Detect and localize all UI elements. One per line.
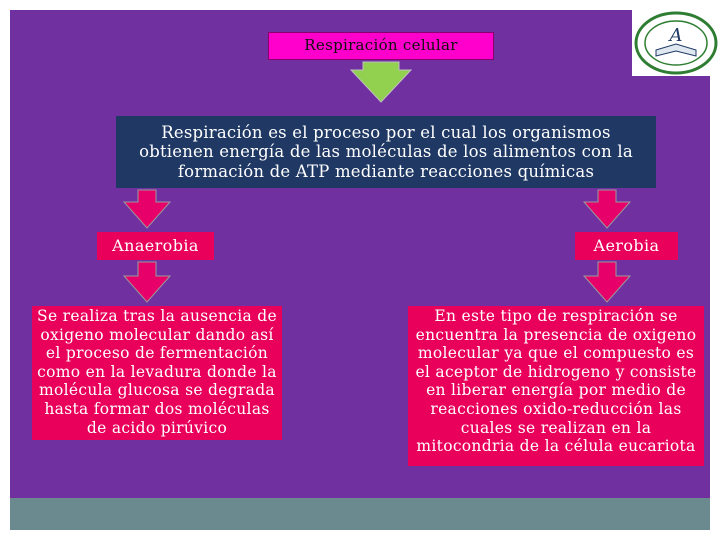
definition-text: Respiración es el proceso por el cual los organismos obtienen energía de las moléculas de los alimentos con la formación de ATP mediante reacciones químicas [139,122,633,181]
pink-down-arrow-right-icon [584,190,630,228]
aerobia-description: En este tipo de respiración se encuentra la presencia de oxigeno molecular ya que el compuesto es el aceptor de hidrogeno y consiste en liberar energía por medio de reacciones oxido-reducción las cuales se realizan en la mitocondria de la célula eucariota [415,307,697,456]
pink-down-arrow-right-lower-icon [584,262,630,302]
aerobia-label: Aerobia [593,235,660,255]
logo-seal-icon [632,10,720,76]
pink-down-arrow-left-lower-icon [124,262,170,302]
anaerobia-label: Anaerobia [112,235,199,255]
anaerobia-description: Se realiza tras la ausencia de oxigeno molecular dando así el proceso de fermentación como en la levadura donde la molécula glucosa se degrada hasta formar dos moléculas de acido pirúvico [37,307,277,437]
bottom-bar [10,498,710,530]
definition-box [116,116,656,188]
title-text: Respiración celular [304,36,458,55]
anaerobia-label-box [97,232,214,260]
title-box [268,32,494,60]
school-logo [632,10,720,76]
green-down-arrow-icon [351,62,411,102]
pink-down-arrow-left-icon [124,190,170,228]
aerobia-label-box [575,232,678,260]
svg-text:A: A [669,25,683,46]
